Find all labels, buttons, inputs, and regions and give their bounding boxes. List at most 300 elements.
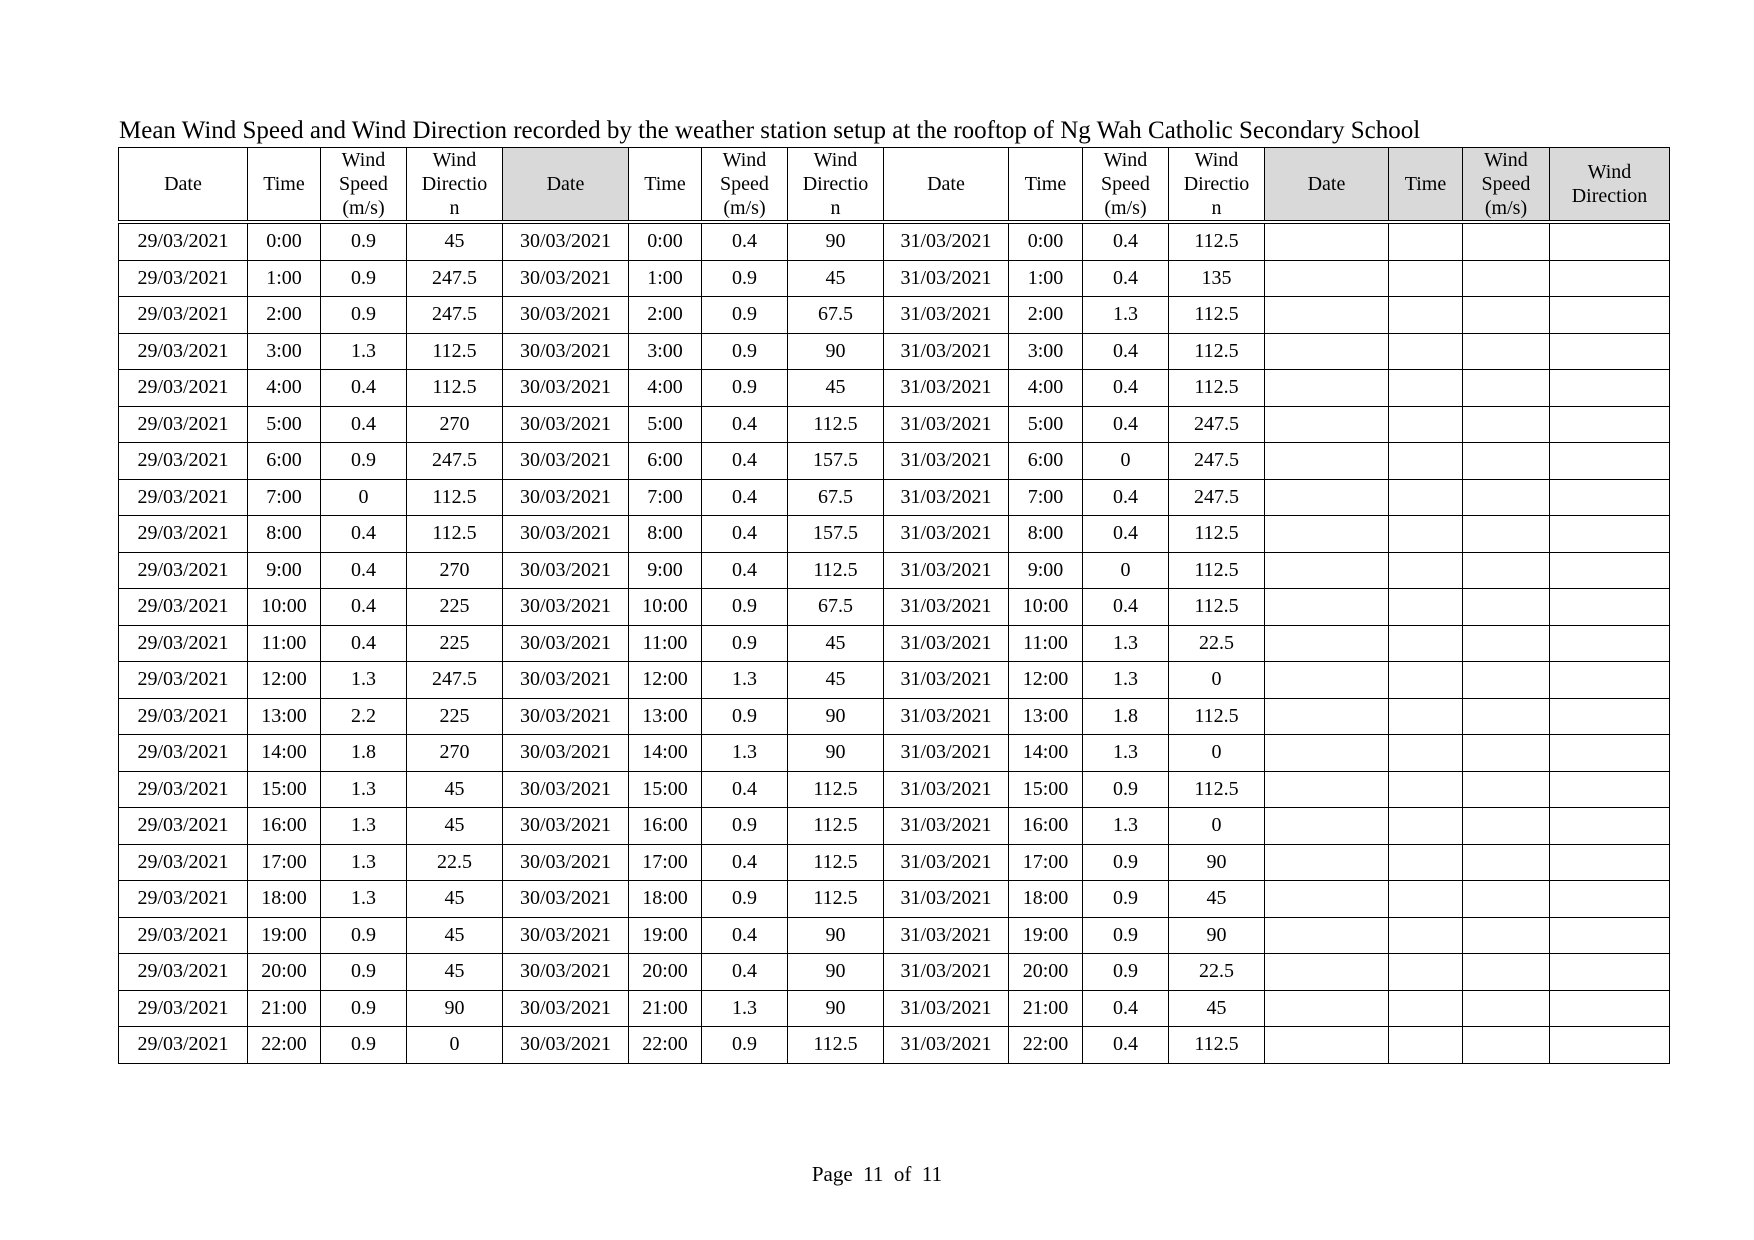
table-cell: 30/03/2021	[503, 881, 629, 918]
table-cell: 7:00	[248, 479, 321, 516]
table-cell: 0.9	[1083, 954, 1169, 991]
table-cell	[1550, 370, 1670, 407]
table-cell	[1389, 735, 1463, 772]
table-cell: 16:00	[248, 808, 321, 845]
table-cell: 0.9	[702, 808, 788, 845]
table-cell: 30/03/2021	[503, 990, 629, 1027]
table-cell	[1550, 662, 1670, 699]
table-cell: 2:00	[1009, 297, 1083, 334]
table-cell	[1265, 844, 1389, 881]
table-cell	[1265, 881, 1389, 918]
table-cell	[1550, 222, 1670, 260]
table-cell	[1463, 406, 1550, 443]
table-cell	[1389, 260, 1463, 297]
table-cell: 225	[407, 698, 503, 735]
table-cell: 29/03/2021	[119, 406, 248, 443]
table-cell: 90	[788, 333, 884, 370]
table-cell: 1.3	[1083, 297, 1169, 334]
table-cell	[1389, 589, 1463, 626]
table-cell	[1265, 406, 1389, 443]
table-cell: 45	[407, 771, 503, 808]
table-cell: 2:00	[629, 297, 702, 334]
table-cell: 31/03/2021	[884, 589, 1009, 626]
table-cell: 112.5	[788, 881, 884, 918]
table-cell	[1389, 990, 1463, 1027]
table-cell	[1389, 552, 1463, 589]
table-cell: 31/03/2021	[884, 844, 1009, 881]
table-cell: 29/03/2021	[119, 333, 248, 370]
table-cell: 0	[1169, 735, 1265, 772]
table-cell: 90	[1169, 844, 1265, 881]
table-cell: 13:00	[1009, 698, 1083, 735]
table-cell	[1463, 260, 1550, 297]
table-cell: 31/03/2021	[884, 662, 1009, 699]
table-cell	[1389, 808, 1463, 845]
table-cell: 18:00	[629, 881, 702, 918]
table-cell: 112.5	[407, 516, 503, 553]
table-cell: 45	[407, 954, 503, 991]
table-cell	[1550, 552, 1670, 589]
table-cell: 0.4	[1083, 589, 1169, 626]
table-cell: 0.9	[702, 260, 788, 297]
table-cell	[1550, 990, 1670, 1027]
table-cell: 0.4	[1083, 333, 1169, 370]
table-cell: 29/03/2021	[119, 222, 248, 260]
table-row	[119, 990, 1670, 1027]
header-cell: Time	[1009, 148, 1083, 223]
table-cell: 1.8	[321, 735, 407, 772]
table-cell	[1265, 589, 1389, 626]
table-cell: 0	[1169, 808, 1265, 845]
table-cell: 0.9	[321, 222, 407, 260]
table-cell: 247.5	[407, 297, 503, 334]
header-cell: Date	[119, 148, 248, 223]
table-cell	[1389, 370, 1463, 407]
table-cell	[1265, 771, 1389, 808]
table-cell: 0:00	[629, 222, 702, 260]
table-row	[119, 1027, 1670, 1064]
table-cell: 29/03/2021	[119, 1027, 248, 1064]
table-row	[119, 735, 1670, 772]
table-cell: 1.3	[1083, 625, 1169, 662]
table-cell: 0.4	[702, 443, 788, 480]
table-cell	[1389, 406, 1463, 443]
table-cell: 30/03/2021	[503, 808, 629, 845]
table-cell	[1389, 479, 1463, 516]
table-cell: 0.4	[321, 589, 407, 626]
table-cell: 16:00	[629, 808, 702, 845]
table-cell: 0.4	[702, 917, 788, 954]
table-caption: Mean Wind Speed and Wind Direction recorded by the weather station setup at the rooftop of Ng Wah Catholic Secondary School	[119, 117, 1421, 144]
table-cell: 0.4	[321, 516, 407, 553]
table-cell	[1463, 1027, 1550, 1064]
table-cell	[1389, 516, 1463, 553]
table-cell: 45	[1169, 881, 1265, 918]
table-cell: 1.8	[1083, 698, 1169, 735]
table-cell: 29/03/2021	[119, 954, 248, 991]
header-cell: Wind Directio n	[407, 148, 503, 223]
table-cell	[1550, 917, 1670, 954]
table-cell: 0.4	[1083, 370, 1169, 407]
table-cell: 112.5	[788, 808, 884, 845]
table-cell: 31/03/2021	[884, 516, 1009, 553]
table-cell: 1.3	[702, 990, 788, 1027]
table-cell: 0.4	[702, 479, 788, 516]
table-row	[119, 297, 1670, 334]
table-cell: 0	[1083, 552, 1169, 589]
table-cell: 29/03/2021	[119, 589, 248, 626]
table-cell: 0.4	[702, 844, 788, 881]
header-cell: Wind Speed (m/s)	[1463, 148, 1550, 223]
table-cell: 1.3	[321, 881, 407, 918]
table-cell: 13:00	[629, 698, 702, 735]
table-cell: 45	[407, 222, 503, 260]
table-cell: 6:00	[629, 443, 702, 480]
table-cell: 12:00	[1009, 662, 1083, 699]
table-cell: 30/03/2021	[503, 954, 629, 991]
table-cell: 31/03/2021	[884, 990, 1009, 1027]
table-cell	[1550, 625, 1670, 662]
table-cell: 30/03/2021	[503, 370, 629, 407]
table-cell	[1463, 479, 1550, 516]
table-cell: 3:00	[629, 333, 702, 370]
table-cell: 90	[788, 917, 884, 954]
table-cell: 1.3	[321, 808, 407, 845]
table-cell: 30/03/2021	[503, 844, 629, 881]
table-cell	[1463, 771, 1550, 808]
table-cell	[1463, 662, 1550, 699]
header-cell: Date	[1265, 148, 1389, 223]
table-cell: 90	[788, 735, 884, 772]
table-cell: 1.3	[321, 662, 407, 699]
table-cell: 31/03/2021	[884, 406, 1009, 443]
table-cell: 30/03/2021	[503, 222, 629, 260]
table-cell: 14:00	[1009, 735, 1083, 772]
table-cell	[1463, 625, 1550, 662]
table-cell: 31/03/2021	[884, 370, 1009, 407]
header-cell: Wind Speed (m/s)	[1083, 148, 1169, 223]
table-cell	[1463, 222, 1550, 260]
table-cell: 30/03/2021	[503, 552, 629, 589]
table-row	[119, 698, 1670, 735]
table-cell: 0.4	[1083, 406, 1169, 443]
table-cell	[1265, 297, 1389, 334]
table-row	[119, 516, 1670, 553]
table-cell	[1389, 954, 1463, 991]
table-cell: 31/03/2021	[884, 698, 1009, 735]
table-cell: 30/03/2021	[503, 443, 629, 480]
table-cell: 45	[407, 808, 503, 845]
table-cell: 247.5	[1169, 443, 1265, 480]
table-cell	[1265, 917, 1389, 954]
table-cell: 112.5	[1169, 771, 1265, 808]
table-cell: 22:00	[629, 1027, 702, 1064]
table-cell	[1265, 698, 1389, 735]
table-cell: 45	[788, 370, 884, 407]
page-label: Page	[811, 1162, 853, 1186]
table-cell: 247.5	[407, 260, 503, 297]
table-cell: 20:00	[629, 954, 702, 991]
table-cell: 112.5	[1169, 698, 1265, 735]
table-cell: 0.4	[1083, 222, 1169, 260]
table-cell	[1463, 844, 1550, 881]
table-cell	[1550, 735, 1670, 772]
header-cell: Wind Speed (m/s)	[702, 148, 788, 223]
table-cell: 31/03/2021	[884, 333, 1009, 370]
table-cell: 29/03/2021	[119, 370, 248, 407]
table-cell	[1550, 333, 1670, 370]
table-cell: 15:00	[1009, 771, 1083, 808]
table-cell	[1550, 297, 1670, 334]
table-cell: 11:00	[1009, 625, 1083, 662]
table-cell: 15:00	[248, 771, 321, 808]
table-cell: 0.9	[1083, 844, 1169, 881]
table-cell	[1389, 297, 1463, 334]
table-cell	[1389, 844, 1463, 881]
table-cell: 6:00	[1009, 443, 1083, 480]
table-cell: 90	[407, 990, 503, 1027]
table-row	[119, 808, 1670, 845]
table-cell: 12:00	[248, 662, 321, 699]
header-cell: Wind Directio n	[1169, 148, 1265, 223]
table-cell: 4:00	[1009, 370, 1083, 407]
table-cell	[1265, 1027, 1389, 1064]
table-cell: 29/03/2021	[119, 662, 248, 699]
table-cell: 31/03/2021	[884, 954, 1009, 991]
table-cell	[1550, 771, 1670, 808]
table-cell: 21:00	[1009, 990, 1083, 1027]
table-cell: 112.5	[1169, 370, 1265, 407]
table-cell: 5:00	[629, 406, 702, 443]
table-cell: 7:00	[1009, 479, 1083, 516]
table-cell: 112.5	[407, 333, 503, 370]
table-cell: 18:00	[1009, 881, 1083, 918]
table-cell: 270	[407, 552, 503, 589]
table-cell: 45	[1169, 990, 1265, 1027]
table-cell	[1265, 333, 1389, 370]
table-cell: 112.5	[407, 370, 503, 407]
table-cell: 90	[788, 954, 884, 991]
table-cell: 157.5	[788, 516, 884, 553]
table-cell: 9:00	[1009, 552, 1083, 589]
table-cell: 45	[788, 662, 884, 699]
table-body	[119, 222, 1670, 1063]
table-cell: 29/03/2021	[119, 260, 248, 297]
table-cell: 45	[788, 625, 884, 662]
table-cell: 0.9	[702, 370, 788, 407]
current-page-number: 11	[863, 1162, 884, 1186]
table-cell: 0.4	[1083, 479, 1169, 516]
table-cell: 0.9	[702, 698, 788, 735]
table-cell: 0.4	[321, 406, 407, 443]
table-cell: 22:00	[248, 1027, 321, 1064]
table-cell: 30/03/2021	[503, 297, 629, 334]
table-cell: 7:00	[629, 479, 702, 516]
table-cell: 3:00	[248, 333, 321, 370]
table-cell: 0.9	[702, 297, 788, 334]
table-cell: 11:00	[629, 625, 702, 662]
table-cell: 29/03/2021	[119, 844, 248, 881]
table-cell: 31/03/2021	[884, 552, 1009, 589]
table-cell: 14:00	[248, 735, 321, 772]
table-cell: 13:00	[248, 698, 321, 735]
table-cell: 30/03/2021	[503, 917, 629, 954]
table-cell: 31/03/2021	[884, 260, 1009, 297]
table-cell: 0.4	[1083, 1027, 1169, 1064]
table-cell: 31/03/2021	[884, 443, 1009, 480]
table-cell: 247.5	[1169, 406, 1265, 443]
table-cell: 29/03/2021	[119, 990, 248, 1027]
table-cell	[1550, 479, 1670, 516]
table-cell: 18:00	[248, 881, 321, 918]
table-cell: 31/03/2021	[884, 1027, 1009, 1064]
table-cell: 30/03/2021	[503, 698, 629, 735]
table-cell: 1.3	[702, 662, 788, 699]
table-row	[119, 260, 1670, 297]
table-cell: 29/03/2021	[119, 698, 248, 735]
table-cell: 29/03/2021	[119, 771, 248, 808]
table-cell: 0.4	[702, 771, 788, 808]
table-cell: 157.5	[788, 443, 884, 480]
table-cell: 0.9	[702, 625, 788, 662]
table-cell	[1265, 443, 1389, 480]
table-cell: 1:00	[1009, 260, 1083, 297]
table-cell: 45	[407, 917, 503, 954]
table-cell: 20:00	[248, 954, 321, 991]
table-cell	[1265, 370, 1389, 407]
table-cell: 0.4	[321, 552, 407, 589]
table-cell: 29/03/2021	[119, 479, 248, 516]
table-cell: 29/03/2021	[119, 881, 248, 918]
table-cell	[1463, 808, 1550, 845]
table-cell: 90	[1169, 917, 1265, 954]
table-cell	[1389, 333, 1463, 370]
table-cell: 1.3	[321, 333, 407, 370]
table-cell	[1389, 625, 1463, 662]
table-cell	[1463, 552, 1550, 589]
table-cell: 16:00	[1009, 808, 1083, 845]
table-cell: 10:00	[629, 589, 702, 626]
table-cell: 30/03/2021	[503, 516, 629, 553]
table-cell: 225	[407, 625, 503, 662]
table-cell: 12:00	[629, 662, 702, 699]
table-row	[119, 370, 1670, 407]
table-header-row	[119, 148, 1670, 223]
table-cell: 10:00	[248, 589, 321, 626]
table-cell: 247.5	[407, 662, 503, 699]
table-cell: 15:00	[629, 771, 702, 808]
table-cell: 112.5	[788, 1027, 884, 1064]
table-cell: 29/03/2021	[119, 808, 248, 845]
table-cell: 112.5	[788, 771, 884, 808]
table-cell	[1463, 297, 1550, 334]
table-cell	[1265, 222, 1389, 260]
table-cell: 67.5	[788, 589, 884, 626]
table-cell: 67.5	[788, 479, 884, 516]
table-cell: 10:00	[1009, 589, 1083, 626]
table-cell	[1389, 222, 1463, 260]
table-cell: 0.4	[321, 370, 407, 407]
table-cell: 0:00	[248, 222, 321, 260]
table-cell: 0.9	[702, 589, 788, 626]
table-cell: 31/03/2021	[884, 771, 1009, 808]
table-cell	[1265, 808, 1389, 845]
table-cell: 112.5	[788, 844, 884, 881]
table-cell: 0.9	[702, 881, 788, 918]
table-cell	[1389, 771, 1463, 808]
table-cell: 29/03/2021	[119, 552, 248, 589]
table-cell: 30/03/2021	[503, 589, 629, 626]
table-cell: 0.9	[321, 917, 407, 954]
table-cell: 112.5	[1169, 589, 1265, 626]
table-cell: 0.4	[702, 222, 788, 260]
table-cell: 30/03/2021	[503, 406, 629, 443]
table-cell: 0.9	[321, 1027, 407, 1064]
table-cell	[1550, 589, 1670, 626]
table-cell	[1463, 370, 1550, 407]
table-cell: 0.9	[1083, 917, 1169, 954]
table-cell: 0.4	[1083, 990, 1169, 1027]
table-cell: 3:00	[1009, 333, 1083, 370]
table-cell	[1463, 735, 1550, 772]
table-cell: 1.3	[1083, 808, 1169, 845]
table-cell: 90	[788, 698, 884, 735]
table-cell: 17:00	[629, 844, 702, 881]
table-cell: 2:00	[248, 297, 321, 334]
table-cell: 0:00	[1009, 222, 1083, 260]
table-cell: 0	[1169, 662, 1265, 699]
table-cell: 8:00	[248, 516, 321, 553]
table-cell: 225	[407, 589, 503, 626]
table-cell: 1.3	[702, 735, 788, 772]
table-cell: 31/03/2021	[884, 735, 1009, 772]
table-cell: 2.2	[321, 698, 407, 735]
table-cell: 30/03/2021	[503, 260, 629, 297]
table-cell: 112.5	[1169, 222, 1265, 260]
table-cell	[1463, 698, 1550, 735]
table-cell: 6:00	[248, 443, 321, 480]
table-cell: 29/03/2021	[119, 917, 248, 954]
table-cell: 22:00	[1009, 1027, 1083, 1064]
header-cell: Wind Speed (m/s)	[321, 148, 407, 223]
table-row	[119, 589, 1670, 626]
table-row	[119, 406, 1670, 443]
table-cell: 0.4	[702, 954, 788, 991]
table-cell: 90	[788, 990, 884, 1027]
table-row	[119, 662, 1670, 699]
table-cell: 31/03/2021	[884, 479, 1009, 516]
table-cell: 0	[321, 479, 407, 516]
table-cell: 112.5	[788, 406, 884, 443]
table-cell	[1463, 954, 1550, 991]
table-cell: 31/03/2021	[884, 222, 1009, 260]
table-cell	[1389, 1027, 1463, 1064]
table-cell	[1463, 917, 1550, 954]
wind-data-table	[118, 147, 1670, 1064]
header-cell: Time	[248, 148, 321, 223]
table-cell: 0.9	[321, 260, 407, 297]
table-cell: 30/03/2021	[503, 1027, 629, 1064]
table-cell: 0.9	[321, 990, 407, 1027]
table-cell	[1265, 662, 1389, 699]
table-cell: 67.5	[788, 297, 884, 334]
table-cell	[1550, 406, 1670, 443]
table-row	[119, 479, 1670, 516]
table-cell	[1389, 662, 1463, 699]
table-cell	[1389, 881, 1463, 918]
table-row	[119, 552, 1670, 589]
table-cell: 0.4	[1083, 260, 1169, 297]
